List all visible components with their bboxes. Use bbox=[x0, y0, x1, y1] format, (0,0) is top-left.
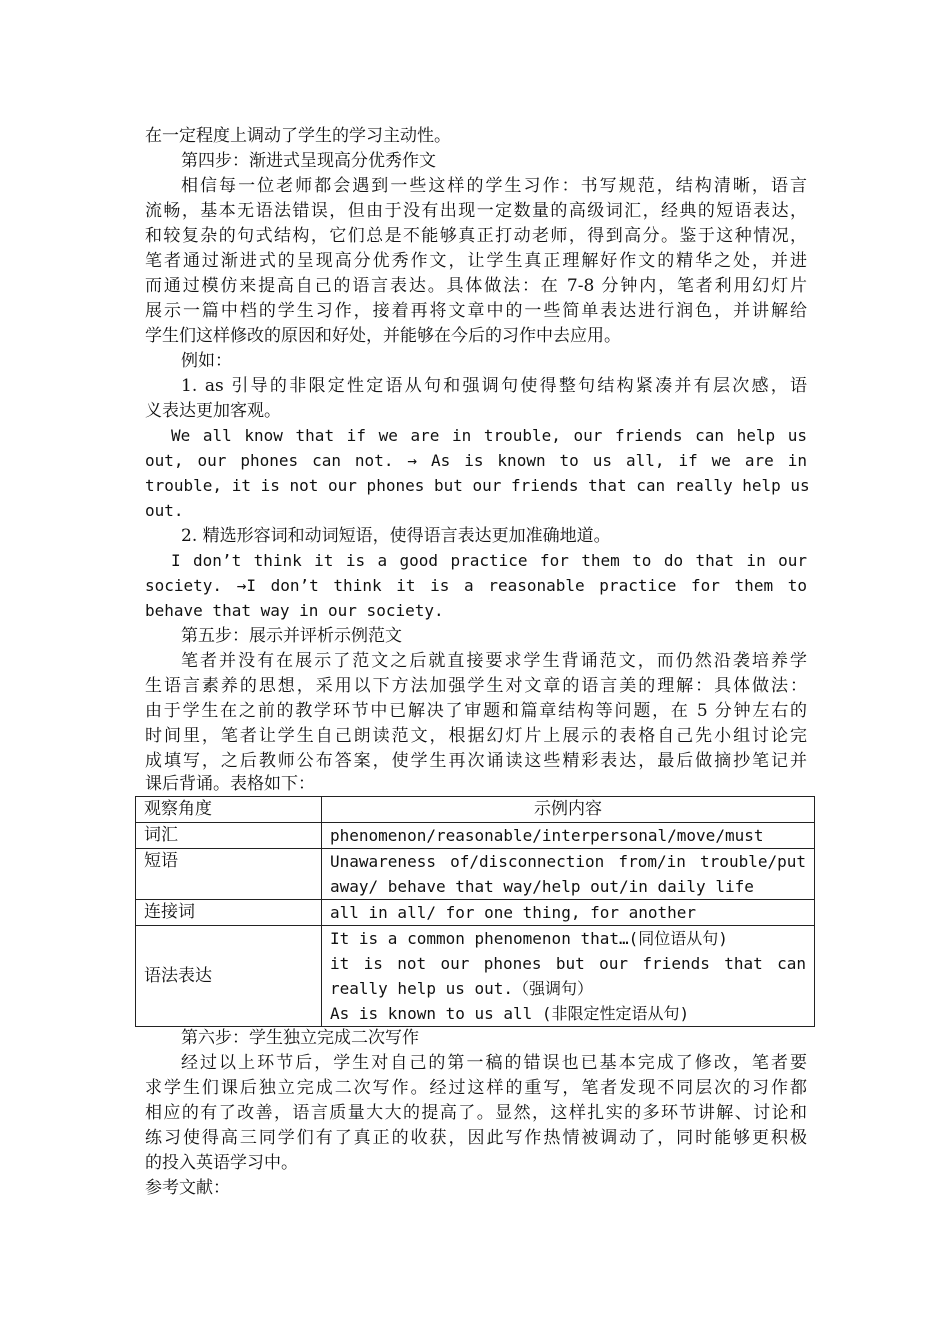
table-row bbox=[136, 900, 815, 926]
table-header-row bbox=[136, 797, 815, 823]
para2-line: 生语言素养的思想，采用以下方法加强学生对文章的语言美的理解：具体做法： bbox=[145, 676, 807, 696]
table-cell-label: 语法表达 bbox=[136, 926, 322, 1027]
para2-line: 时间里，笔者让学生自己朗读范文，根据幻灯片上展示的表格自己先小组讨论完 bbox=[145, 726, 807, 746]
para3-line: 求学生们课后独立完成二次写作。经过这样的重写，笔者发现不同层次的习作都 bbox=[145, 1078, 807, 1098]
english-example-line: trouble, it is not our phones but our friends that can really help us bbox=[145, 476, 810, 495]
table-row bbox=[136, 823, 815, 849]
english-example-line: out, our phones can not. → As is known to us all, if we are in bbox=[145, 451, 807, 470]
para2-line: 课后背诵。表格如下： bbox=[145, 774, 315, 794]
step6-heading: 第六步：学生独立完成二次写作 bbox=[181, 1028, 419, 1048]
item1-line: 义表达更加客观。 bbox=[145, 401, 281, 421]
para1-line: 而通过模仿来提高自己的语言表达。具体做法：在 7-8 分钟内，笔者利用幻灯片 bbox=[145, 276, 807, 296]
table-cell-content: all in all/ for one thing, for another bbox=[322, 900, 815, 926]
para2-line: 成填写，之后教师公布答案，使学生再次诵读这些精彩表达，最后做摘抄笔记并 bbox=[145, 751, 807, 771]
observation-table bbox=[135, 796, 815, 1027]
para2-line: 笔者并没有在展示了范文之后就直接要求学生背诵范文，而仍然沿袭培养学 bbox=[181, 651, 807, 671]
para1-line: 流畅，基本无语法错误，但由于没有出现一定数量的高级词汇，经典的短语表达， bbox=[145, 201, 807, 221]
para1-line: 相信每一位老师都会遇到一些这样的学生习作：书写规范，结构清晰，语言 bbox=[181, 176, 807, 196]
item2-line: 2. 精选形容词和动词短语，使得语言表达更加准确地道。 bbox=[181, 526, 611, 546]
para2-line: 由于学生在之前的教学环节中已解决了审题和篇章结构等问题，在 5 分钟左右的 bbox=[145, 701, 807, 721]
table-cell-label: 连接词 bbox=[136, 900, 322, 926]
english-example-line: I don’t think it is a good practice for them to do that in our bbox=[171, 551, 807, 570]
item1-line: 1. as 引导的非限定性定语从句和强调句使得整句结构紧凑并有层次感，语 bbox=[181, 376, 807, 396]
paragraph-continuation: 在一定程度上调动了学生的学习主动性。 bbox=[145, 126, 451, 146]
table-header-cell: 观察角度 bbox=[136, 797, 322, 823]
english-example-line: We all know that if we are in trouble, our friends can help us bbox=[171, 426, 807, 445]
para3-line: 练习使得高三同学们有了真正的收获，因此写作热情被调动了，同时能够更积极 bbox=[145, 1128, 807, 1148]
english-example-line: out. bbox=[145, 501, 184, 520]
example-label: 例如： bbox=[181, 351, 232, 371]
para3-line: 相应的有了改善，语言质量大大的提高了。显然，这样扎实的多环节讲解、讨论和 bbox=[145, 1103, 807, 1123]
para3-line: 的投入英语学习中。 bbox=[145, 1153, 298, 1173]
table-cell-label: 短语 bbox=[136, 849, 322, 900]
references-heading: 参考文献： bbox=[145, 1178, 230, 1198]
table-cell-content: phenomenon/reasonable/interpersonal/move/must bbox=[322, 823, 815, 849]
para1-line: 和较复杂的句式结构，它们总是不能够真正打动老师，得到高分。鉴于这种情况， bbox=[145, 226, 807, 246]
table-row bbox=[136, 926, 815, 1027]
table-cell-label: 词汇 bbox=[136, 823, 322, 849]
para1-line: 笔者通过渐进式的呈现高分优秀作文，让学生真正理解好作文的精华之处，并进 bbox=[145, 251, 807, 271]
english-example-line: society. →I don’t think it is a reasonable practice for them to bbox=[145, 576, 807, 595]
table-header-cell: 示例内容 bbox=[322, 797, 815, 823]
para1-line: 展示一篇中档的学生习作，接着再将文章中的一些简单表达进行润色，并讲解给 bbox=[145, 301, 807, 321]
para3-line: 经过以上环节后，学生对自己的第一稿的错误也已基本完成了修改，笔者要 bbox=[181, 1053, 807, 1073]
table-cell-content: Unawareness of/disconnection from/in trouble/put away/ behave that way/help out/in daily life bbox=[322, 849, 815, 900]
table-cell-content: It is a common phenomenon that…(同位语从句) it is not our phones but our friends that can really help us out.（强调句） As is known to us all (非限定性定语从句) bbox=[322, 926, 815, 1027]
english-example-line: behave that way in our society. bbox=[145, 601, 444, 620]
step4-heading: 第四步：渐进式呈现高分优秀作文 bbox=[181, 151, 436, 171]
table-row bbox=[136, 849, 815, 900]
para1-line: 学生们这样修改的原因和好处，并能够在今后的习作中去应用。 bbox=[145, 326, 621, 346]
step5-heading: 第五步：展示并评析示例范文 bbox=[181, 626, 402, 646]
